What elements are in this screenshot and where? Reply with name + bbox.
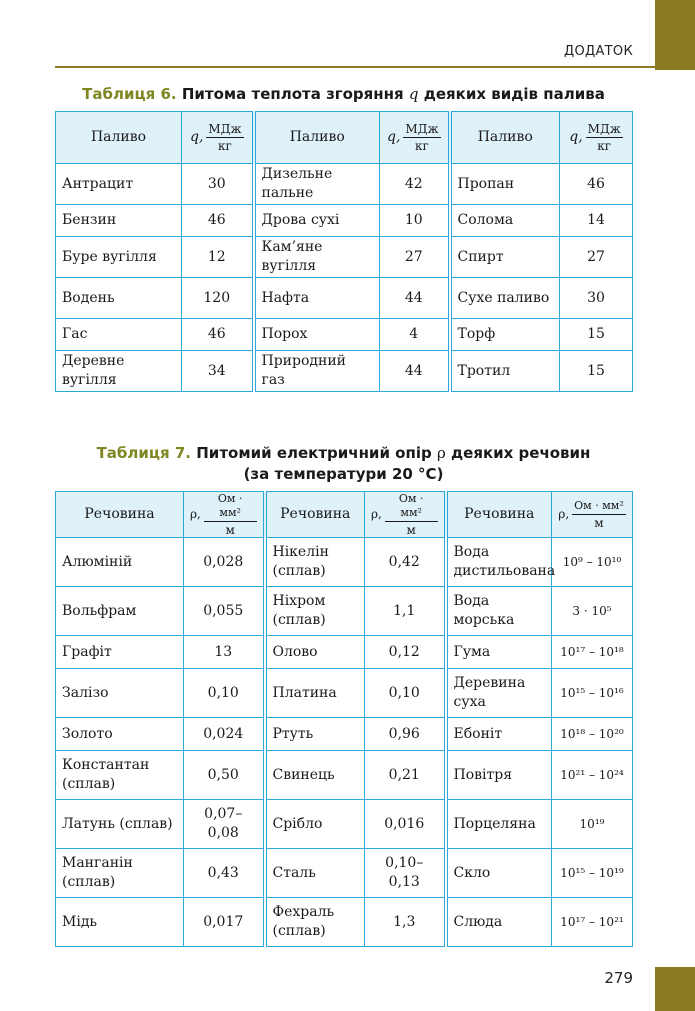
substance-name: Золото bbox=[56, 718, 184, 751]
heat-value: 46 bbox=[182, 205, 254, 237]
q-symbol: q, bbox=[189, 129, 204, 145]
substance-name: Мідь bbox=[56, 898, 184, 947]
table7-header-substance: Речовина bbox=[56, 492, 184, 538]
fuel-name: Спирт bbox=[450, 237, 560, 278]
table7-caption bbox=[55, 443, 632, 485]
heat-value: 46 bbox=[560, 164, 633, 205]
heat-value: 12 bbox=[182, 237, 254, 278]
unit-numerator: Ом · мм² bbox=[572, 499, 626, 515]
substance-name: Графіт bbox=[56, 636, 184, 669]
resistivity-value: 0,21 bbox=[365, 751, 446, 800]
fuel-name: Порох bbox=[254, 319, 380, 351]
table6-header-fuel: Паливо bbox=[254, 112, 380, 164]
heat-value: 27 bbox=[380, 237, 450, 278]
unit-numerator: МДж bbox=[405, 122, 439, 136]
resistivity-value: 10¹⁷ – 10²¹ bbox=[552, 898, 633, 947]
heat-value: 120 bbox=[182, 278, 254, 319]
substance-name: Свинець bbox=[265, 751, 365, 800]
resistivity-value: 10¹⁵ – 10¹⁹ bbox=[552, 849, 633, 898]
substance-name: Вода дистильована bbox=[446, 538, 552, 587]
heat-value: 15 bbox=[560, 351, 633, 392]
fuel-name: Сухе паливо bbox=[450, 278, 560, 319]
resistivity-value: 0,10 bbox=[184, 669, 265, 718]
fuel-name: Торф bbox=[450, 319, 560, 351]
fuel-name: Деревне вугілля bbox=[56, 351, 182, 392]
resistivity-value: 0,017 bbox=[184, 898, 265, 947]
resistivity-value: 10¹⁵ – 10¹⁶ bbox=[552, 669, 633, 718]
table-row bbox=[56, 669, 633, 718]
substance-name: Срібло bbox=[265, 800, 365, 849]
rho-symbol: ρ, bbox=[371, 507, 382, 521]
table-row bbox=[56, 351, 633, 392]
resistivity-value: 0,024 bbox=[184, 718, 265, 751]
substance-name: Ебоніт bbox=[446, 718, 552, 751]
heat-value: 10 bbox=[380, 205, 450, 237]
table7-caption-line2: (за температури 20 °C) bbox=[243, 465, 444, 483]
heat-value: 15 bbox=[560, 319, 633, 351]
unit-denominator: кг bbox=[415, 139, 429, 153]
table7-caption-text-after: деяких речовин bbox=[451, 444, 591, 462]
table6-caption-text: Питома теплота згоряння bbox=[181, 85, 404, 103]
table6-header-q bbox=[380, 112, 450, 164]
table-row bbox=[56, 898, 633, 947]
fuel-name: Кам’яне вугілля bbox=[254, 237, 380, 278]
heat-value: 30 bbox=[560, 278, 633, 319]
table6-header-fuel: Паливо bbox=[450, 112, 560, 164]
substance-name: Деревина суха bbox=[446, 669, 552, 718]
table6-header-q bbox=[182, 112, 254, 164]
fuel-name: Дизельне пальне bbox=[254, 164, 380, 205]
resistivity-value: 0,028 bbox=[184, 538, 265, 587]
fuel-name: Тротил bbox=[450, 351, 560, 392]
table6-header-row bbox=[56, 112, 633, 164]
heat-value: 4 bbox=[380, 319, 450, 351]
table-row bbox=[56, 587, 633, 636]
resistivity-value: 0,10 bbox=[365, 669, 446, 718]
fuel-name: Буре вугілля bbox=[56, 237, 182, 278]
substance-name: Ртуть bbox=[265, 718, 365, 751]
page-number: 279 bbox=[604, 969, 633, 987]
rho-symbol: ρ, bbox=[558, 507, 570, 521]
unit-denominator: кг bbox=[597, 139, 612, 153]
resistivity-value: 10¹⁹ bbox=[552, 800, 633, 849]
unit-numerator: Ом · мм² bbox=[204, 492, 257, 522]
substance-name: Гума bbox=[446, 636, 552, 669]
heat-value: 14 bbox=[560, 205, 633, 237]
heat-value: 30 bbox=[182, 164, 254, 205]
resistivity-value: 1,1 bbox=[365, 587, 446, 636]
table-row bbox=[56, 636, 633, 669]
section-title: ДОДАТОК bbox=[564, 44, 633, 59]
table7-caption-text: Питомий електричний опір bbox=[196, 444, 432, 462]
header-rule bbox=[55, 66, 655, 68]
substance-name: Вода морська bbox=[446, 587, 552, 636]
resistivity-value: 10⁹ – 10¹⁰ bbox=[552, 538, 633, 587]
fuel-name: Нафта bbox=[254, 278, 380, 319]
table6-header-fuel: Паливо bbox=[56, 112, 182, 164]
substance-name: Олово bbox=[265, 636, 365, 669]
substance-name: Порцеляна bbox=[446, 800, 552, 849]
q-symbol: q, bbox=[569, 129, 583, 145]
unit-numerator: МДж bbox=[587, 122, 621, 136]
fuel-name: Гас bbox=[56, 319, 182, 351]
resistivity-value: 0,016 bbox=[365, 800, 446, 849]
substance-name: Скло bbox=[446, 849, 552, 898]
substance-name: Ніхром (сплав) bbox=[265, 587, 365, 636]
rho-symbol: ρ, bbox=[190, 507, 201, 521]
resistivity-value: 10¹⁸ – 10²⁰ bbox=[552, 718, 633, 751]
resistivity-value: 13 bbox=[184, 636, 265, 669]
q-symbol: q, bbox=[386, 129, 401, 145]
substance-name: Алюміній bbox=[56, 538, 184, 587]
heat-value: 34 bbox=[182, 351, 254, 392]
unit-denominator: м bbox=[406, 523, 416, 537]
fuel-name: Солома bbox=[450, 205, 560, 237]
table6 bbox=[55, 111, 633, 392]
resistivity-value: 1,3 bbox=[365, 898, 446, 947]
substance-name: Повітря bbox=[446, 751, 552, 800]
heat-value: 44 bbox=[380, 351, 450, 392]
table7-header-rho bbox=[365, 492, 446, 538]
table7-header-substance: Речовина bbox=[446, 492, 552, 538]
table6-caption-text-after: деяких видів палива bbox=[423, 85, 605, 103]
table7-header-substance: Речовина bbox=[265, 492, 365, 538]
table-row bbox=[56, 718, 633, 751]
table6-caption-symbol: q bbox=[408, 85, 419, 103]
resistivity-value: 3 · 10⁵ bbox=[552, 587, 633, 636]
substance-name: Слюда bbox=[446, 898, 552, 947]
heat-value: 42 bbox=[380, 164, 450, 205]
resistivity-value: 0,10–0,13 bbox=[365, 849, 446, 898]
fuel-name: Антрацит bbox=[56, 164, 182, 205]
unit-denominator: кг bbox=[218, 139, 232, 153]
resistivity-value: 10¹⁷ – 10¹⁸ bbox=[552, 636, 633, 669]
table-row bbox=[56, 538, 633, 587]
unit-numerator: МДж bbox=[208, 122, 242, 136]
corner-tab-top bbox=[655, 0, 695, 70]
fuel-name: Водень bbox=[56, 278, 182, 319]
resistivity-value: 10²¹ – 10²⁴ bbox=[552, 751, 633, 800]
corner-tab-bottom bbox=[655, 967, 695, 1011]
table6-header-q bbox=[560, 112, 633, 164]
fuel-name: Природний газ bbox=[254, 351, 380, 392]
fuel-name: Пропан bbox=[450, 164, 560, 205]
table7-header-rho bbox=[552, 492, 633, 538]
table-row bbox=[56, 849, 633, 898]
substance-name: Нікелін (сплав) bbox=[265, 538, 365, 587]
resistivity-value: 0,12 bbox=[365, 636, 446, 669]
table6-caption bbox=[55, 84, 632, 105]
unit-denominator: м bbox=[594, 516, 604, 530]
table-row bbox=[56, 751, 633, 800]
substance-name: Латунь (сплав) bbox=[56, 800, 184, 849]
table7-header-rho bbox=[184, 492, 265, 538]
table-row bbox=[56, 800, 633, 849]
resistivity-value: 0,42 bbox=[365, 538, 446, 587]
table7-caption-symbol: ρ bbox=[436, 444, 446, 462]
substance-name: Платина bbox=[265, 669, 365, 718]
table-row bbox=[56, 237, 633, 278]
substance-name: Манганін (сплав) bbox=[56, 849, 184, 898]
substance-name: Сталь bbox=[265, 849, 365, 898]
resistivity-value: 0,43 bbox=[184, 849, 265, 898]
table7-header-row bbox=[56, 492, 633, 538]
table-row bbox=[56, 205, 633, 237]
substance-name: Вольфрам bbox=[56, 587, 184, 636]
resistivity-value: 0,50 bbox=[184, 751, 265, 800]
table-row bbox=[56, 164, 633, 205]
substance-name: Залізо bbox=[56, 669, 184, 718]
resistivity-value: 0,055 bbox=[184, 587, 265, 636]
heat-value: 46 bbox=[182, 319, 254, 351]
heat-value: 44 bbox=[380, 278, 450, 319]
resistivity-value: 0,96 bbox=[365, 718, 446, 751]
fuel-name: Дрова сухі bbox=[254, 205, 380, 237]
table-row bbox=[56, 278, 633, 319]
substance-name: Фехраль (сплав) bbox=[265, 898, 365, 947]
table7-caption-label: Таблиця 7. bbox=[96, 444, 192, 462]
substance-name: Константан (сплав) bbox=[56, 751, 184, 800]
table7 bbox=[55, 491, 633, 947]
fuel-name: Бензин bbox=[56, 205, 182, 237]
heat-value: 27 bbox=[560, 237, 633, 278]
table6-caption-label: Таблиця 6. bbox=[82, 85, 177, 103]
resistivity-value: 0,07–0,08 bbox=[184, 800, 265, 849]
unit-numerator: Ом · мм² bbox=[385, 492, 438, 522]
unit-denominator: м bbox=[225, 523, 235, 537]
table-row bbox=[56, 319, 633, 351]
